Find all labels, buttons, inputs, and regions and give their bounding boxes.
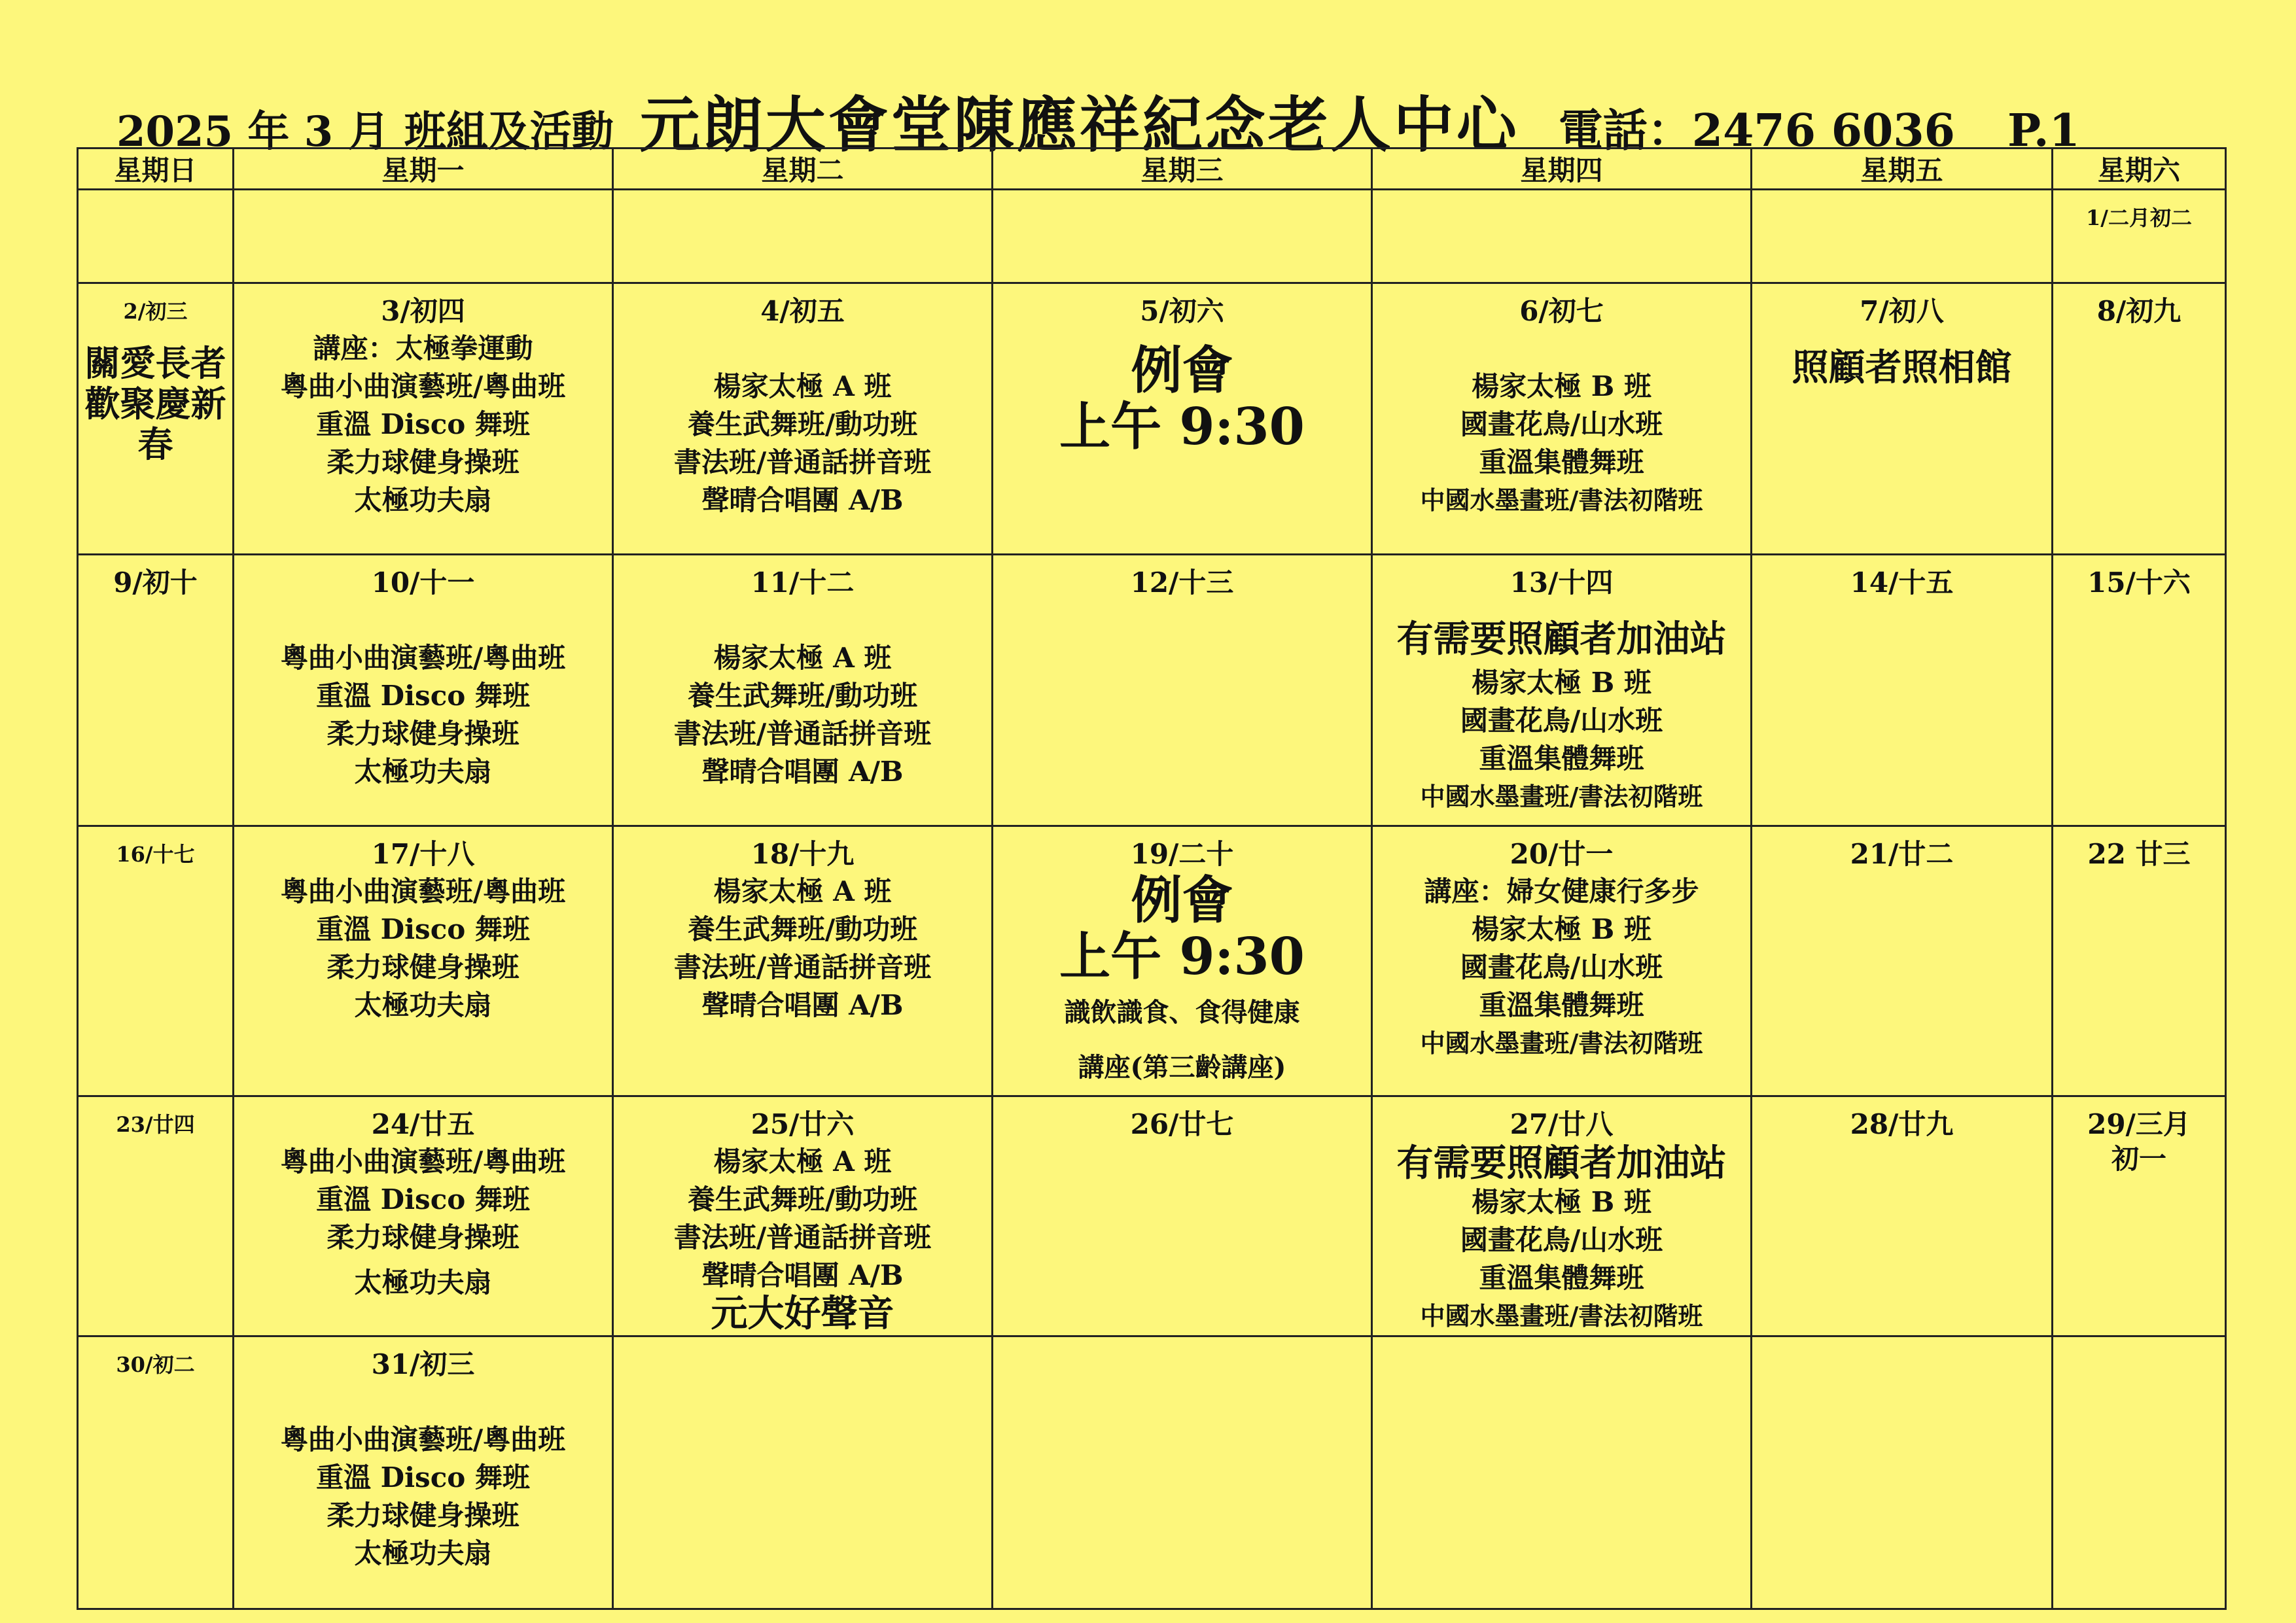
weekday-fri: 星期五 — [1752, 148, 2053, 190]
activity-item: 重溫 Disco 舞班 — [316, 1461, 530, 1493]
activity-item: 粵曲小曲演藝班/粵曲班 — [280, 875, 566, 907]
talk-title: 識飲識食、食得健康 — [1064, 997, 1300, 1028]
day-cell — [1372, 1096, 1752, 1336]
activity-item: 柔力球健身操班 — [327, 951, 520, 983]
day-date: 27/廿八 — [1510, 1108, 1614, 1140]
day-date: 21/廿二 — [1850, 838, 1954, 870]
week-row — [78, 1336, 2226, 1609]
activity-item: 楊家太極 B 班 — [1472, 913, 1651, 945]
activity-item: 中國水墨畫班/書法初階班 — [1420, 1301, 1703, 1331]
day-date: 18/十九 — [751, 838, 855, 870]
phone-number: 電話：2476 6036 — [1558, 105, 1955, 157]
week-row — [78, 555, 2226, 826]
activity-item: 太極功夫扇 — [354, 1266, 492, 1299]
day-date: 26/廿七 — [1130, 1108, 1234, 1140]
day-date: 17/十八 — [371, 838, 475, 870]
activity-item: 楊家太極 A 班 — [713, 642, 892, 674]
day-date: 22 廿三 — [2087, 838, 2191, 870]
day-cell — [234, 1336, 613, 1609]
activity-item: 國畫花鳥/山水班 — [1460, 1224, 1663, 1256]
activity-item: 國畫花鳥/山水班 — [1460, 408, 1663, 440]
day-cell — [993, 190, 1372, 283]
activity-item: 柔力球健身操班 — [327, 446, 520, 478]
activity-item: 太極功夫扇 — [354, 756, 492, 788]
page-number: P.1 — [2007, 105, 2080, 157]
day-cell — [234, 283, 613, 555]
day-cell — [234, 826, 613, 1096]
day-date: 16/十七 — [116, 842, 195, 867]
day-date: 9/初十 — [113, 567, 198, 599]
day-date: 25/廿六 — [751, 1108, 855, 1140]
activity-item: 重溫集體舞班 — [1479, 989, 1644, 1021]
day-cell — [1372, 190, 1752, 283]
activity-item: 楊家太極 A 班 — [713, 370, 892, 402]
day-cell — [2053, 1096, 2226, 1336]
day-date: 15/十六 — [2087, 567, 2191, 599]
week-row — [78, 190, 2226, 283]
activity-item: 粵曲小曲演藝班/粵曲班 — [280, 1145, 566, 1178]
day-date: 11/十二 — [751, 567, 855, 599]
activity-item: 講座：太極拳運動 — [313, 332, 533, 364]
day-date: 5/初六 — [1140, 295, 1224, 327]
day-date: 28/廿九 — [1850, 1108, 1954, 1140]
day-cell — [993, 283, 1372, 555]
weekday-sun: 星期日 — [78, 148, 234, 190]
activity-item: 中國水墨畫班/書法初階班 — [1420, 485, 1703, 515]
activity-item: 中國水墨畫班/書法初階班 — [1420, 1028, 1703, 1058]
activity-item: 書法班/普通話拼音班 — [673, 951, 932, 983]
activity-item: 有需要照顧者加油站 — [1396, 618, 1727, 661]
day-date: 2/初三 — [123, 299, 188, 324]
day-cell — [1752, 1336, 2053, 1609]
period-title: 2025 年 3 月 班組及活動 — [116, 107, 614, 156]
weekday-tue: 星期二 — [613, 148, 993, 190]
meeting-title: 例會 — [1131, 341, 1233, 400]
activity-item: 國畫花鳥/山水班 — [1460, 951, 1663, 983]
day-cell — [613, 283, 993, 555]
day-date: 7/初八 — [1860, 295, 1944, 327]
day-date: 10/十一 — [371, 567, 475, 599]
day-date: 24/廿五 — [371, 1108, 475, 1140]
weekday-header-row — [78, 148, 2226, 190]
day-cell — [993, 1336, 1372, 1609]
activity-item: 重溫 Disco 舞班 — [316, 680, 530, 712]
activity-item: 元大好聲音 — [711, 1292, 894, 1335]
activity-item: 柔力球健身操班 — [327, 1221, 520, 1253]
activity-item: 重溫集體舞班 — [1479, 1262, 1644, 1294]
activity-item: 太極功夫扇 — [354, 989, 492, 1021]
activity-item: 粵曲小曲演藝班/粵曲班 — [280, 370, 566, 402]
day-cell — [1752, 190, 2053, 283]
activity-item: 中國水墨畫班/書法初階班 — [1420, 782, 1703, 811]
day-cell — [234, 555, 613, 826]
activity-item: 有需要照顧者加油站 — [1396, 1142, 1727, 1185]
day-cell — [2053, 555, 2226, 826]
day-cell — [613, 1096, 993, 1336]
day-date: 30/初二 — [116, 1352, 195, 1377]
activity-item: 楊家太極 B 班 — [1472, 667, 1651, 699]
activity-item: 粵曲小曲演藝班/粵曲班 — [280, 642, 566, 674]
activity-item: 重溫 Disco 舞班 — [316, 913, 530, 945]
day-cell — [613, 1336, 993, 1609]
activity-item: 聲晴合唱團 A/B — [701, 756, 904, 788]
weekday-thu: 星期四 — [1372, 148, 1752, 190]
activity-item: 柔力球健身操班 — [327, 718, 520, 750]
day-cell — [78, 190, 234, 283]
day-date: 20/廿一 — [1510, 838, 1614, 870]
activity-item: 養生武舞班/動功班 — [687, 408, 918, 440]
day-cell — [78, 1096, 234, 1336]
activity-item: 聲晴合唱團 A/B — [701, 484, 904, 516]
day-cell — [2053, 190, 2226, 283]
day-date: 3/初四 — [381, 295, 465, 327]
activity-item: 楊家太極 B 班 — [1472, 1186, 1651, 1218]
day-cell — [613, 826, 993, 1096]
day-cell — [2053, 1336, 2226, 1609]
day-cell — [234, 190, 613, 283]
day-cell — [78, 555, 234, 826]
meeting-title: 例會 — [1131, 871, 1233, 930]
day-cell — [993, 1096, 1372, 1336]
meeting-time: 上午 9:30 — [1059, 397, 1305, 457]
day-cell — [1372, 555, 1752, 826]
activity-item: 楊家太極 B 班 — [1472, 370, 1651, 402]
day-cell — [2053, 283, 2226, 555]
activity-item: 養生武舞班/動功班 — [687, 1183, 918, 1215]
activity-item: 柔力球健身操班 — [327, 1499, 520, 1531]
page-header — [116, 77, 2197, 160]
activity-item: 書法班/普通話拼音班 — [673, 446, 932, 478]
day-cell — [78, 283, 234, 555]
day-cell — [1752, 826, 2053, 1096]
day-cell — [993, 826, 1372, 1096]
day-date: 31/初三 — [371, 1348, 475, 1380]
activity-item: 講座：婦女健康行多步 — [1424, 875, 1699, 907]
day-cell — [1372, 1336, 1752, 1609]
day-date: 12/十三 — [1130, 567, 1234, 599]
activity-item: 粵曲小曲演藝班/粵曲班 — [280, 1423, 566, 1456]
day-date: 23/廿四 — [116, 1112, 195, 1137]
day-date: 13/十四 — [1510, 567, 1614, 599]
activity-calendar — [77, 147, 2227, 1610]
day-date: 1/二月初二 — [2086, 205, 2192, 230]
activity-item: 楊家太極 A 班 — [713, 1145, 892, 1178]
weekday-mon: 星期一 — [234, 148, 613, 190]
day-cell — [234, 1096, 613, 1336]
day-date: 19/二十 — [1130, 838, 1234, 870]
week-row — [78, 826, 2226, 1096]
week-row — [78, 283, 2226, 555]
activity-item: 重溫集體舞班 — [1479, 446, 1644, 478]
activity-item: 國畫花鳥/山水班 — [1460, 705, 1663, 737]
day-date: 14/十五 — [1850, 567, 1954, 599]
day-date: 8/初九 — [2096, 295, 2181, 327]
day-cell — [1752, 555, 2053, 826]
day-cell — [1372, 283, 1752, 555]
day-date: 29/三月 — [2087, 1108, 2191, 1140]
day-cell — [78, 826, 234, 1096]
activity-item: 聲晴合唱團 A/B — [701, 1259, 904, 1291]
activity-item: 太極功夫扇 — [354, 1537, 492, 1569]
week-row — [78, 1096, 2226, 1336]
activity-item: 書法班/普通話拼音班 — [673, 718, 932, 750]
weekday-sat: 星期六 — [2053, 148, 2226, 190]
activity-item: 聲晴合唱團 A/B — [701, 989, 904, 1021]
day-cell — [1372, 826, 1752, 1096]
activity-item: 照顧者照相館 — [1792, 346, 2012, 389]
day-date: 4/初五 — [760, 295, 845, 327]
day-cell — [613, 555, 993, 826]
day-cell — [1752, 1096, 2053, 1336]
day-cell — [78, 1336, 234, 1609]
day-cell — [993, 555, 1372, 826]
lunar-date-extra: 初一 — [2111, 1143, 2166, 1175]
activity-item: 太極功夫扇 — [354, 484, 492, 516]
activity-item: 重溫 Disco 舞班 — [316, 408, 530, 440]
day-date: 6/初七 — [1519, 295, 1604, 327]
weekday-wed: 星期三 — [993, 148, 1372, 190]
activity-item: 楊家太極 A 班 — [713, 875, 892, 907]
activity-item: 養生武舞班/動功班 — [687, 680, 918, 712]
activity-item: 重溫集體舞班 — [1479, 742, 1644, 775]
day-cell — [1752, 283, 2053, 555]
activity-item: 養生武舞班/動功班 — [687, 913, 918, 945]
activity-item: 重溫 Disco 舞班 — [316, 1183, 530, 1215]
activity-item: 關愛長者歡聚慶新春 — [84, 342, 226, 465]
activity-item: 書法班/普通話拼音班 — [673, 1221, 932, 1253]
center-name: 元朗大會堂陳應祥紀念老人中心 — [639, 90, 1519, 160]
meeting-time: 上午 9:30 — [1059, 927, 1305, 986]
talk-subtitle: 講座(第三齡講座) — [1078, 1052, 1286, 1083]
day-cell — [613, 190, 993, 283]
day-cell — [2053, 826, 2226, 1096]
